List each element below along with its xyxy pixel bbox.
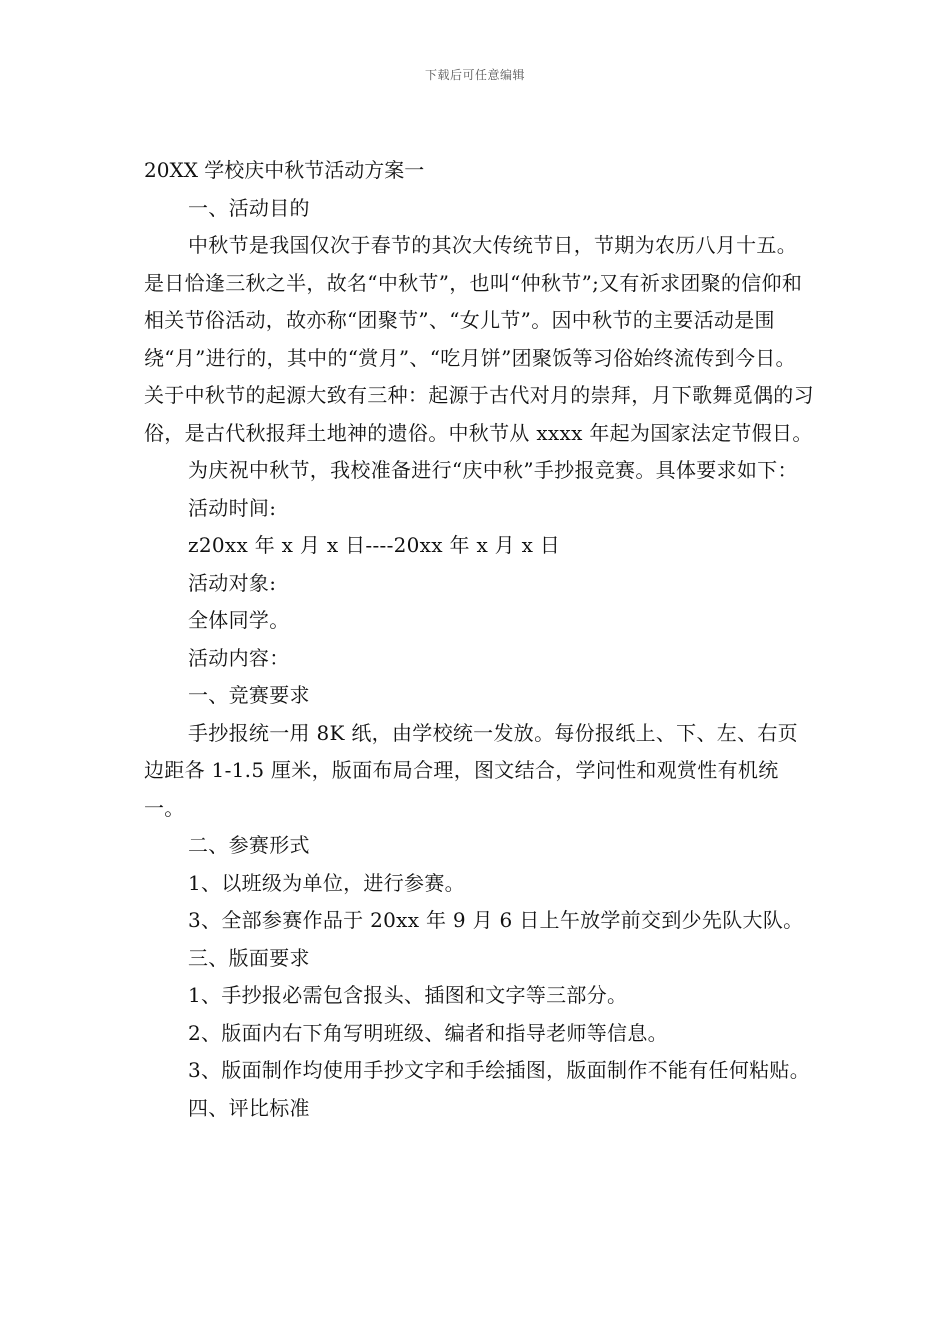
document-body — [144, 152, 816, 1127]
paragraph-festival-intro: 中秋节是我国仅次于春节的其次大传统节日，节期为农历八月十五。是日恰逢三秋之半，故名“中秋节”，也叫“仲秋节”;又有祈求团聚的信仰和相关节俗活动，故亦称“团聚节”、“女儿节”。因中秋节的主要活动是围绕“月”进行的，其中的“赏月”、“吃月饼”团聚饭等习俗始终流传到今日。关于中秋节的起源大致有三种：起源于古代对月的崇拜，月下歌舞觅偶的习俗，是古代秋报拜土地神的遗俗。中秋节从 xxxx 年起为国家法定节假日。 — [144, 233, 814, 445]
paragraph-paper-requirements: 手抄报统一用 8K 纸，由学校统一发放。每份报纸上、下、左、右页边距各 1-1.5 厘米，版面布局合理，图文结合，学问性和观赏性有机统一。 — [144, 720, 798, 820]
list-item-format-3: 3、全部参赛作品于 20xx 年 9 月 6 日上午放学前交到少先队大队。 — [188, 908, 804, 932]
section-heading-format: 二、参赛形式 — [188, 833, 310, 857]
label-activity-time: 活动时间: — [188, 495, 277, 520]
label-activity-content: 活动内容： — [188, 645, 290, 670]
section-heading-layout: 三、版面要求 — [188, 945, 310, 970]
section-heading-purpose: 一、活动目的 — [188, 195, 310, 220]
section-heading-requirements: 一、竞赛要求 — [188, 683, 310, 707]
document-title: 20XX 学校庆中秋节活动方案一 — [144, 158, 425, 182]
list-item-layout-2: 2、版面内右下角写明班级、编者和指导老师等信息。 — [188, 1020, 668, 1045]
paragraph-competition-intro: 为庆祝中秋节，我校准备进行“庆中秋”手抄报竞赛。具体要求如下： — [188, 458, 798, 482]
header-note: 下载后可任意编辑 — [424, 68, 525, 82]
list-item-layout-1: 1、手抄报必需包含报头、插图和文字等三部分。 — [188, 983, 628, 1007]
list-item-format-1: 1、以班级为单位，进行参赛。 — [188, 870, 465, 895]
value-activity-target: 全体同学。 — [188, 608, 290, 632]
value-activity-time: z20xx 年 x 月 x 日----20xx 年 x 月 x 日 — [188, 533, 561, 557]
list-item-layout-3: 3、版面制作均使用手抄文字和手绘插图，版面制作不能有任何粘贴。 — [188, 1058, 811, 1082]
section-heading-criteria: 四、评比标准 — [188, 1095, 310, 1120]
label-activity-target: 活动对象: — [188, 570, 277, 595]
